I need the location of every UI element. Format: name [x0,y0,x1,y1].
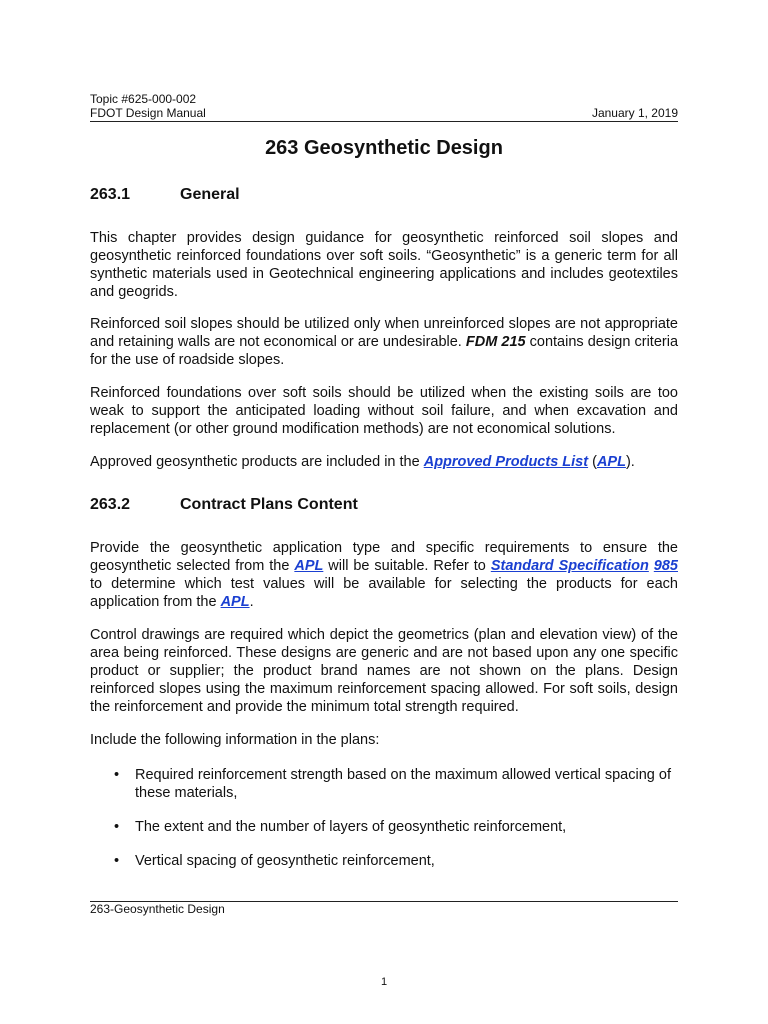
approved-products-list-link[interactable]: Approved Products List [423,454,589,470]
section-title: Contract Plans Content [180,496,358,513]
apl-link[interactable]: APL [294,558,324,574]
general-paragraph-3: Reinforced foundations over soft soils should be utilized when the existing soils are too weak to support the anticipated loading without soil failure, and when excavation and replacement (or other ground modification methods) are not economical solutions. [90,385,678,437]
general-paragraph-4 [90,453,678,471]
standard-specification-link[interactable]: Standard Specification [490,558,649,574]
page-number: 1 [380,976,388,988]
specification-985-link[interactable]: 985 [653,558,678,574]
text-run: ( [588,454,597,470]
header-divider [90,121,678,122]
page-header [90,92,678,120]
bullet-icon: • [114,767,120,783]
fdm-reference: FDM 215 [465,334,526,350]
list-item-text: Required reinforcement strength based on the maximum allowed vertical spacing of these materials, [135,767,671,801]
list-item-text: Vertical spacing of geosynthetic reinforcement, [135,853,435,869]
text-run: ). [625,454,635,470]
text-run: to determine which test values will be available for selecting the products for each application from the [90,576,678,610]
apl-link[interactable]: APL [220,594,250,610]
bullet-icon: • [114,853,120,869]
section-number: 263.2 [90,496,131,513]
section-heading-general [90,186,240,204]
contract-paragraph-1 [90,539,678,611]
text-run: Reinforced soil slopes should be utilized only when unreinforced slopes are not appropriate and retaining walls are not economical or are undesirable. [90,316,678,350]
header-topic: Topic #625-000-002 [90,92,197,106]
section-title: General [180,186,240,203]
bullet-icon: • [114,819,120,835]
text-run: Provide the geosynthetic application type and specific requirements to ensure the geosynthetic selected from the [90,540,678,574]
list-item [114,818,678,836]
general-paragraph-2 [90,315,678,369]
list-item [114,766,678,802]
footer-label: 263-Geosynthetic Design [90,902,225,916]
header-manual: FDOT Design Manual [90,106,206,120]
contract-paragraph-3: Include the following information in the plans: [90,732,380,748]
header-date: January 1, 2019 [591,106,678,120]
apl-link[interactable]: APL [596,454,626,470]
general-paragraph-1: This chapter provides design guidance for geosynthetic reinforced soil slopes and geosynthetic reinforced foundations over soft soils. “Geosynthetic” is a generic term for all synthetic materials used in Geotechnical engineering applications and includes geotextiles and geogrids. [90,230,678,300]
text-run: contains design criteria for the use of roadside slopes. [90,334,679,368]
text-run: will be suitable. Refer to [323,558,491,574]
list-item-text: The extent and the number of layers of geosynthetic reinforcement, [135,819,567,835]
contract-paragraph-2: Control drawings are required which depict the geometrics (plan and elevation view) of the area being reinforced. These designs are generic and are not based upon any one specific product or supplier; the product brand names are not shown on the plans. Design reinforced slopes using the maximum reinforcement spacing allowed. For soft soils, design the reinforcement and provide the minimum total strength required. [90,627,678,715]
text-run: . [249,594,254,610]
text-run: Approved geosynthetic products are included in the [90,454,424,470]
list-item [114,852,678,870]
section-heading-contract-plans [90,496,358,514]
chapter-title: 263 Geosynthetic Design [265,137,503,159]
section-number: 263.1 [90,186,131,203]
